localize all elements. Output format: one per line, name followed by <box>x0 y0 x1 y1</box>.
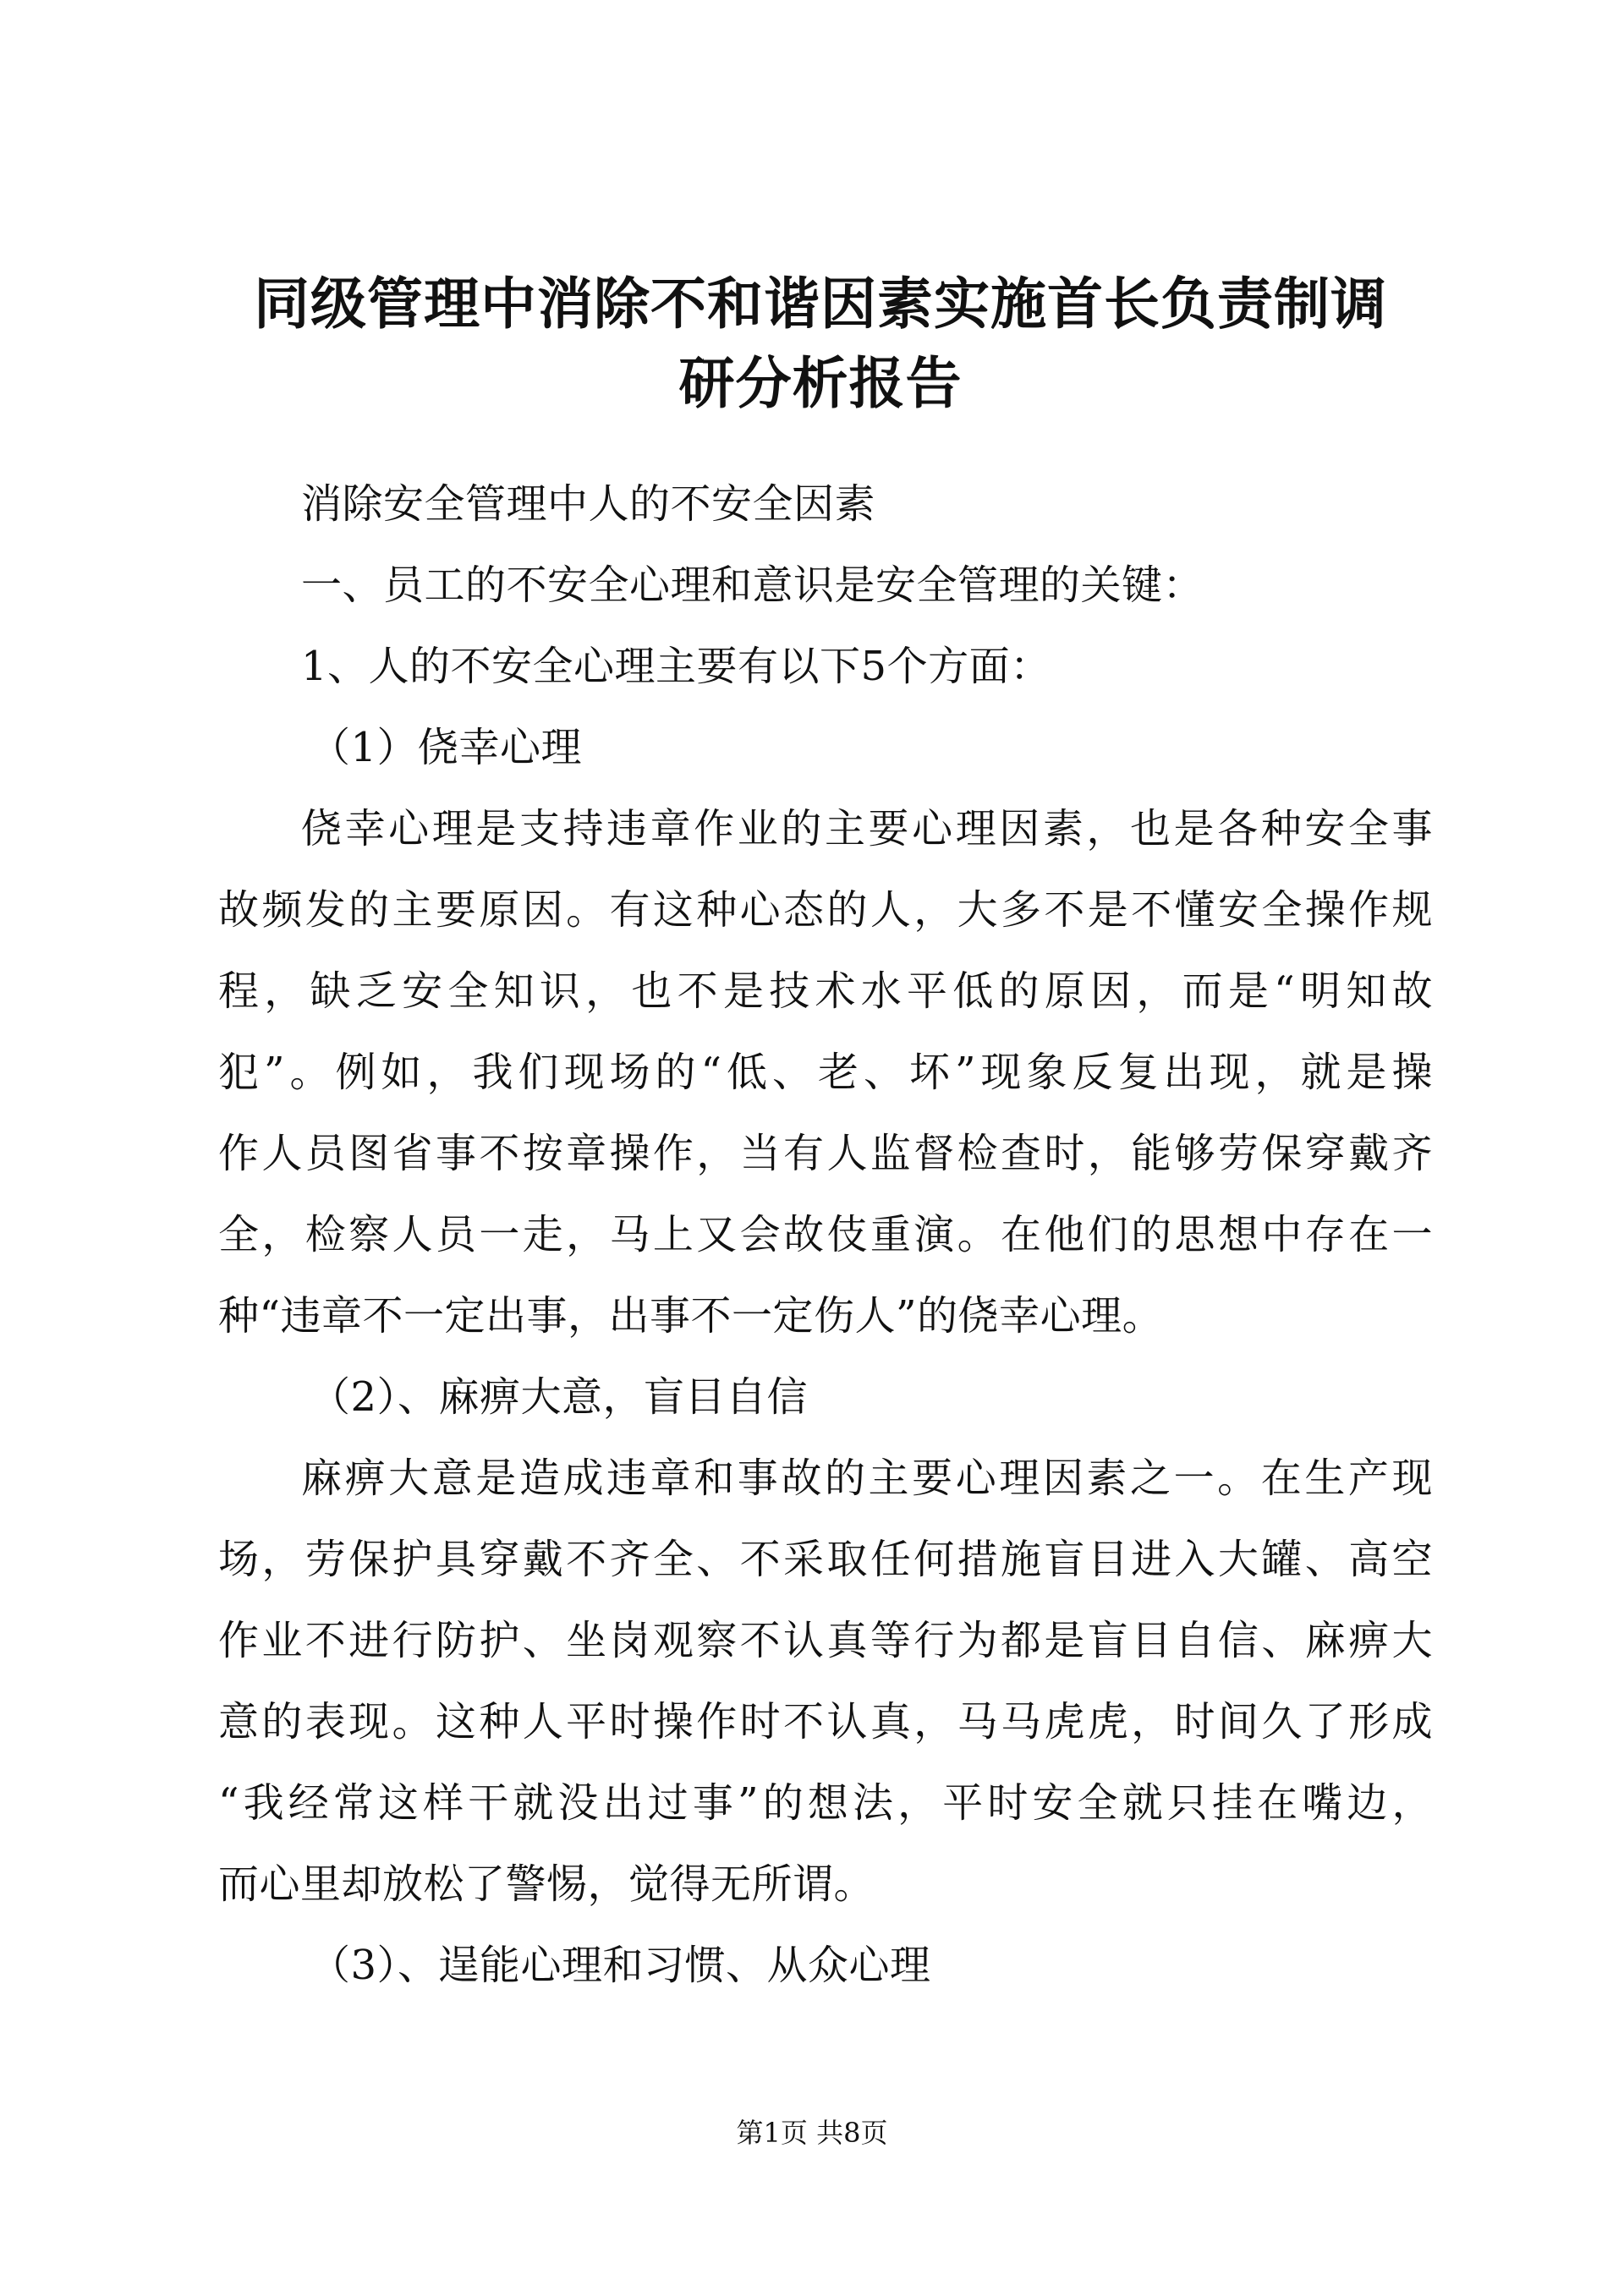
page-footer: 第1页 共8页 <box>736 2117 888 2149</box>
document-title <box>211 264 1429 423</box>
paragraph-2-line: 麻痹大意是造成违章和事故的主要心理因素之一。在生产现 <box>301 1455 1433 1502</box>
list-heading: 1、人的不安全心理主要有以下5个方面： <box>301 643 1051 690</box>
item-heading-3: （3）、逞能心理和习惯、从众心理 <box>310 1942 931 1989</box>
item-heading-2: （2）、麻痹大意，盲目自信 <box>310 1373 809 1421</box>
paragraph-1-line: 犯”。例如，我们现场的“低、老、坏”现象反复出现，就是操 <box>218 1049 1433 1096</box>
item-heading-1: （1）侥幸心理 <box>310 724 583 771</box>
document-body <box>218 463 1433 2006</box>
section-heading: 消除安全管理中人的不安全因素 <box>301 480 876 528</box>
title-line-2: 研分析报告 <box>678 350 963 416</box>
title-line-1: 同级管理中消除不和谐因素实施首长负责制调 <box>254 271 1387 337</box>
paragraph-2-line: 场，劳保护具穿戴不齐全、不采取任何措施盲目进入大罐、高空 <box>218 1536 1433 1583</box>
paragraph-1-line: 种“违章不一定出事，出事不一定伤人”的侥幸心理。 <box>218 1292 1164 1340</box>
paragraph-1-line: 作人员图省事不按章操作，当有人监督检查时，能够劳保穿戴齐 <box>218 1130 1433 1177</box>
paragraph-1-line: 侥幸心理是支持违章作业的主要心理因素，也是各种安全事 <box>301 805 1433 852</box>
paragraph-2-line: 作业不进行防护、坐岗观察不认真等行为都是盲目自信、麻痹大 <box>218 1617 1433 1664</box>
paragraph-1-line: 全，检察人员一走，马上又会故伎重演。在他们的思想中存在一 <box>218 1211 1433 1258</box>
paragraph-1-line: 故频发的主要原因。有这种心态的人，大多不是不懂安全操作规 <box>218 886 1433 934</box>
paragraph-1-line: 程，缺乏安全知识，也不是技术水平低的原因，而是“明知故 <box>218 967 1433 1015</box>
paragraph-2-line: 而心里却放松了警惕，觉得无所谓。 <box>218 1860 875 1908</box>
subsection-heading: 一、员工的不安全心理和意识是安全管理的关键： <box>301 562 1204 609</box>
paragraph-2-line: 意的表现。这种人平时操作时不认真，马马虎虎，时间久了形成 <box>218 1698 1433 1745</box>
paragraph-2-line: “我经常这样干就没出过事”的想法，平时安全就只挂在嘴边， <box>218 1779 1433 1827</box>
